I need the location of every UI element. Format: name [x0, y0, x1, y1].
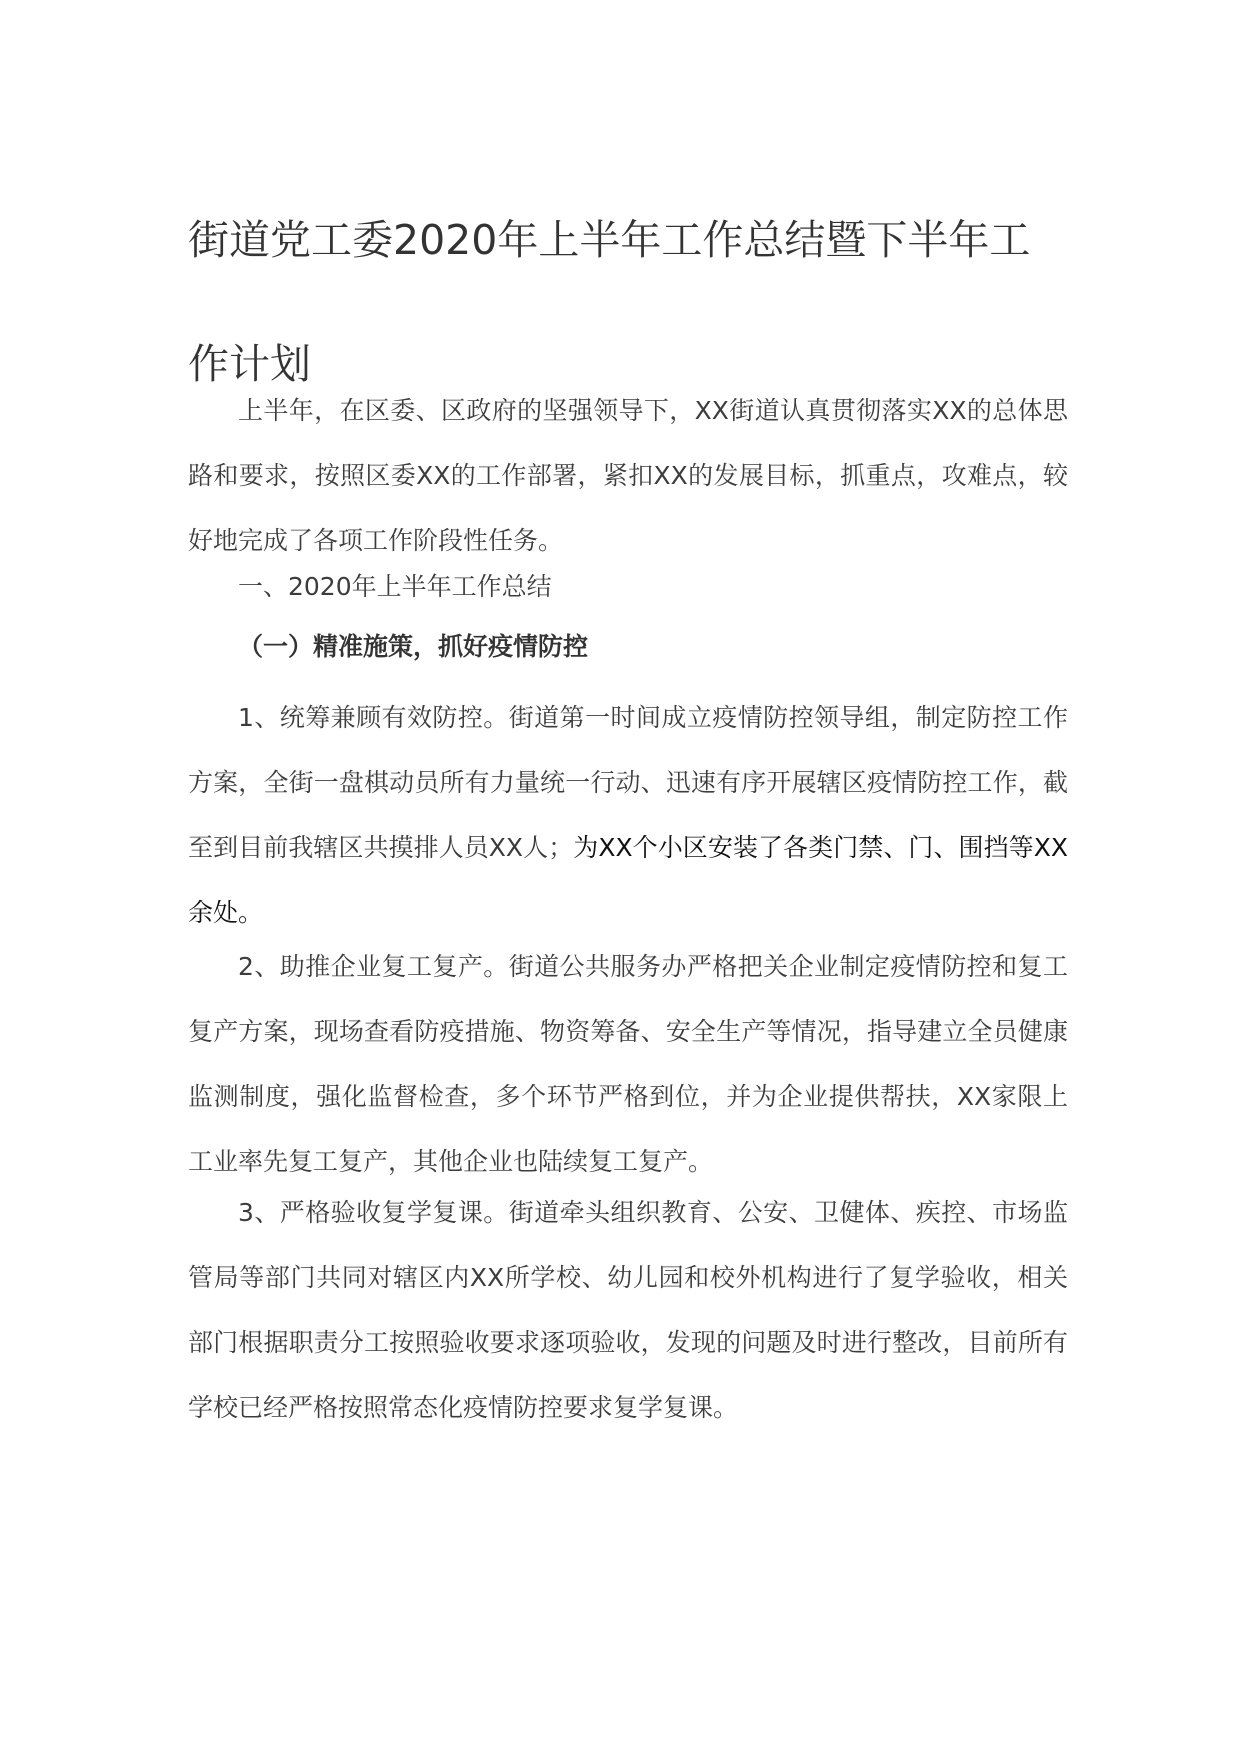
document-title: 街道党工委2020年上半年工作总结暨下半年工作计划	[188, 216, 1031, 388]
subsection-heading: （一）精准施策，抓好疫情防控	[238, 632, 589, 661]
item-1-paragraph	[188, 685, 1068, 945]
intro-paragraph: 上半年，在区委、区政府的坚强领导下，XX街道认真贯彻落实XX的总体思路和要求，按照区委XX的工作部署，紧扣XX的发展目标，抓重点，攻难点，较好地完成了各项工作阶段性任务。	[188, 396, 1068, 555]
item-2-paragraph: 2、助推企业复工复产。街道公共服务办严格把关企业制定疫情防控和复工复产方案，现场查看防疫措施、物资筹备、安全生产等情况，指导建立全员健康监测制度，强化监督检查，多个环节严格到位，并为企业提供帮扶，XX家限上工业率先复工复产，其他企业也陆续复工复产。	[188, 952, 1068, 1176]
item-1-text-b: 为XX个小区安装了各类门禁、门、围挡等XX余处。	[188, 833, 1068, 927]
section-heading: 一、2020年上半年工作总结	[238, 572, 552, 601]
item-1-text-a: 1、统筹兼顾有效防控。街道第一时间成立疫情防控领导组，制定防控工作方案，全街一盘棋动员所有力量统一行动、迅速有序开展辖区疫情防控工作，截至到目前我辖区共摸排人员XX人；	[188, 703, 1068, 862]
document-page	[188, 0, 1068, 1754]
item-3-paragraph: 3、严格验收复学复课。街道牵头组织教育、公安、卫健体、疾控、市场监管局等部门共同对辖区内XX所学校、幼儿园和校外机构进行了复学验收，相关部门根据职责分工按照验收要求逐项验收，发现的问题及时进行整改，目前所有学校已经严格按照常态化疫情防控要求复学复课。	[188, 1198, 1068, 1422]
